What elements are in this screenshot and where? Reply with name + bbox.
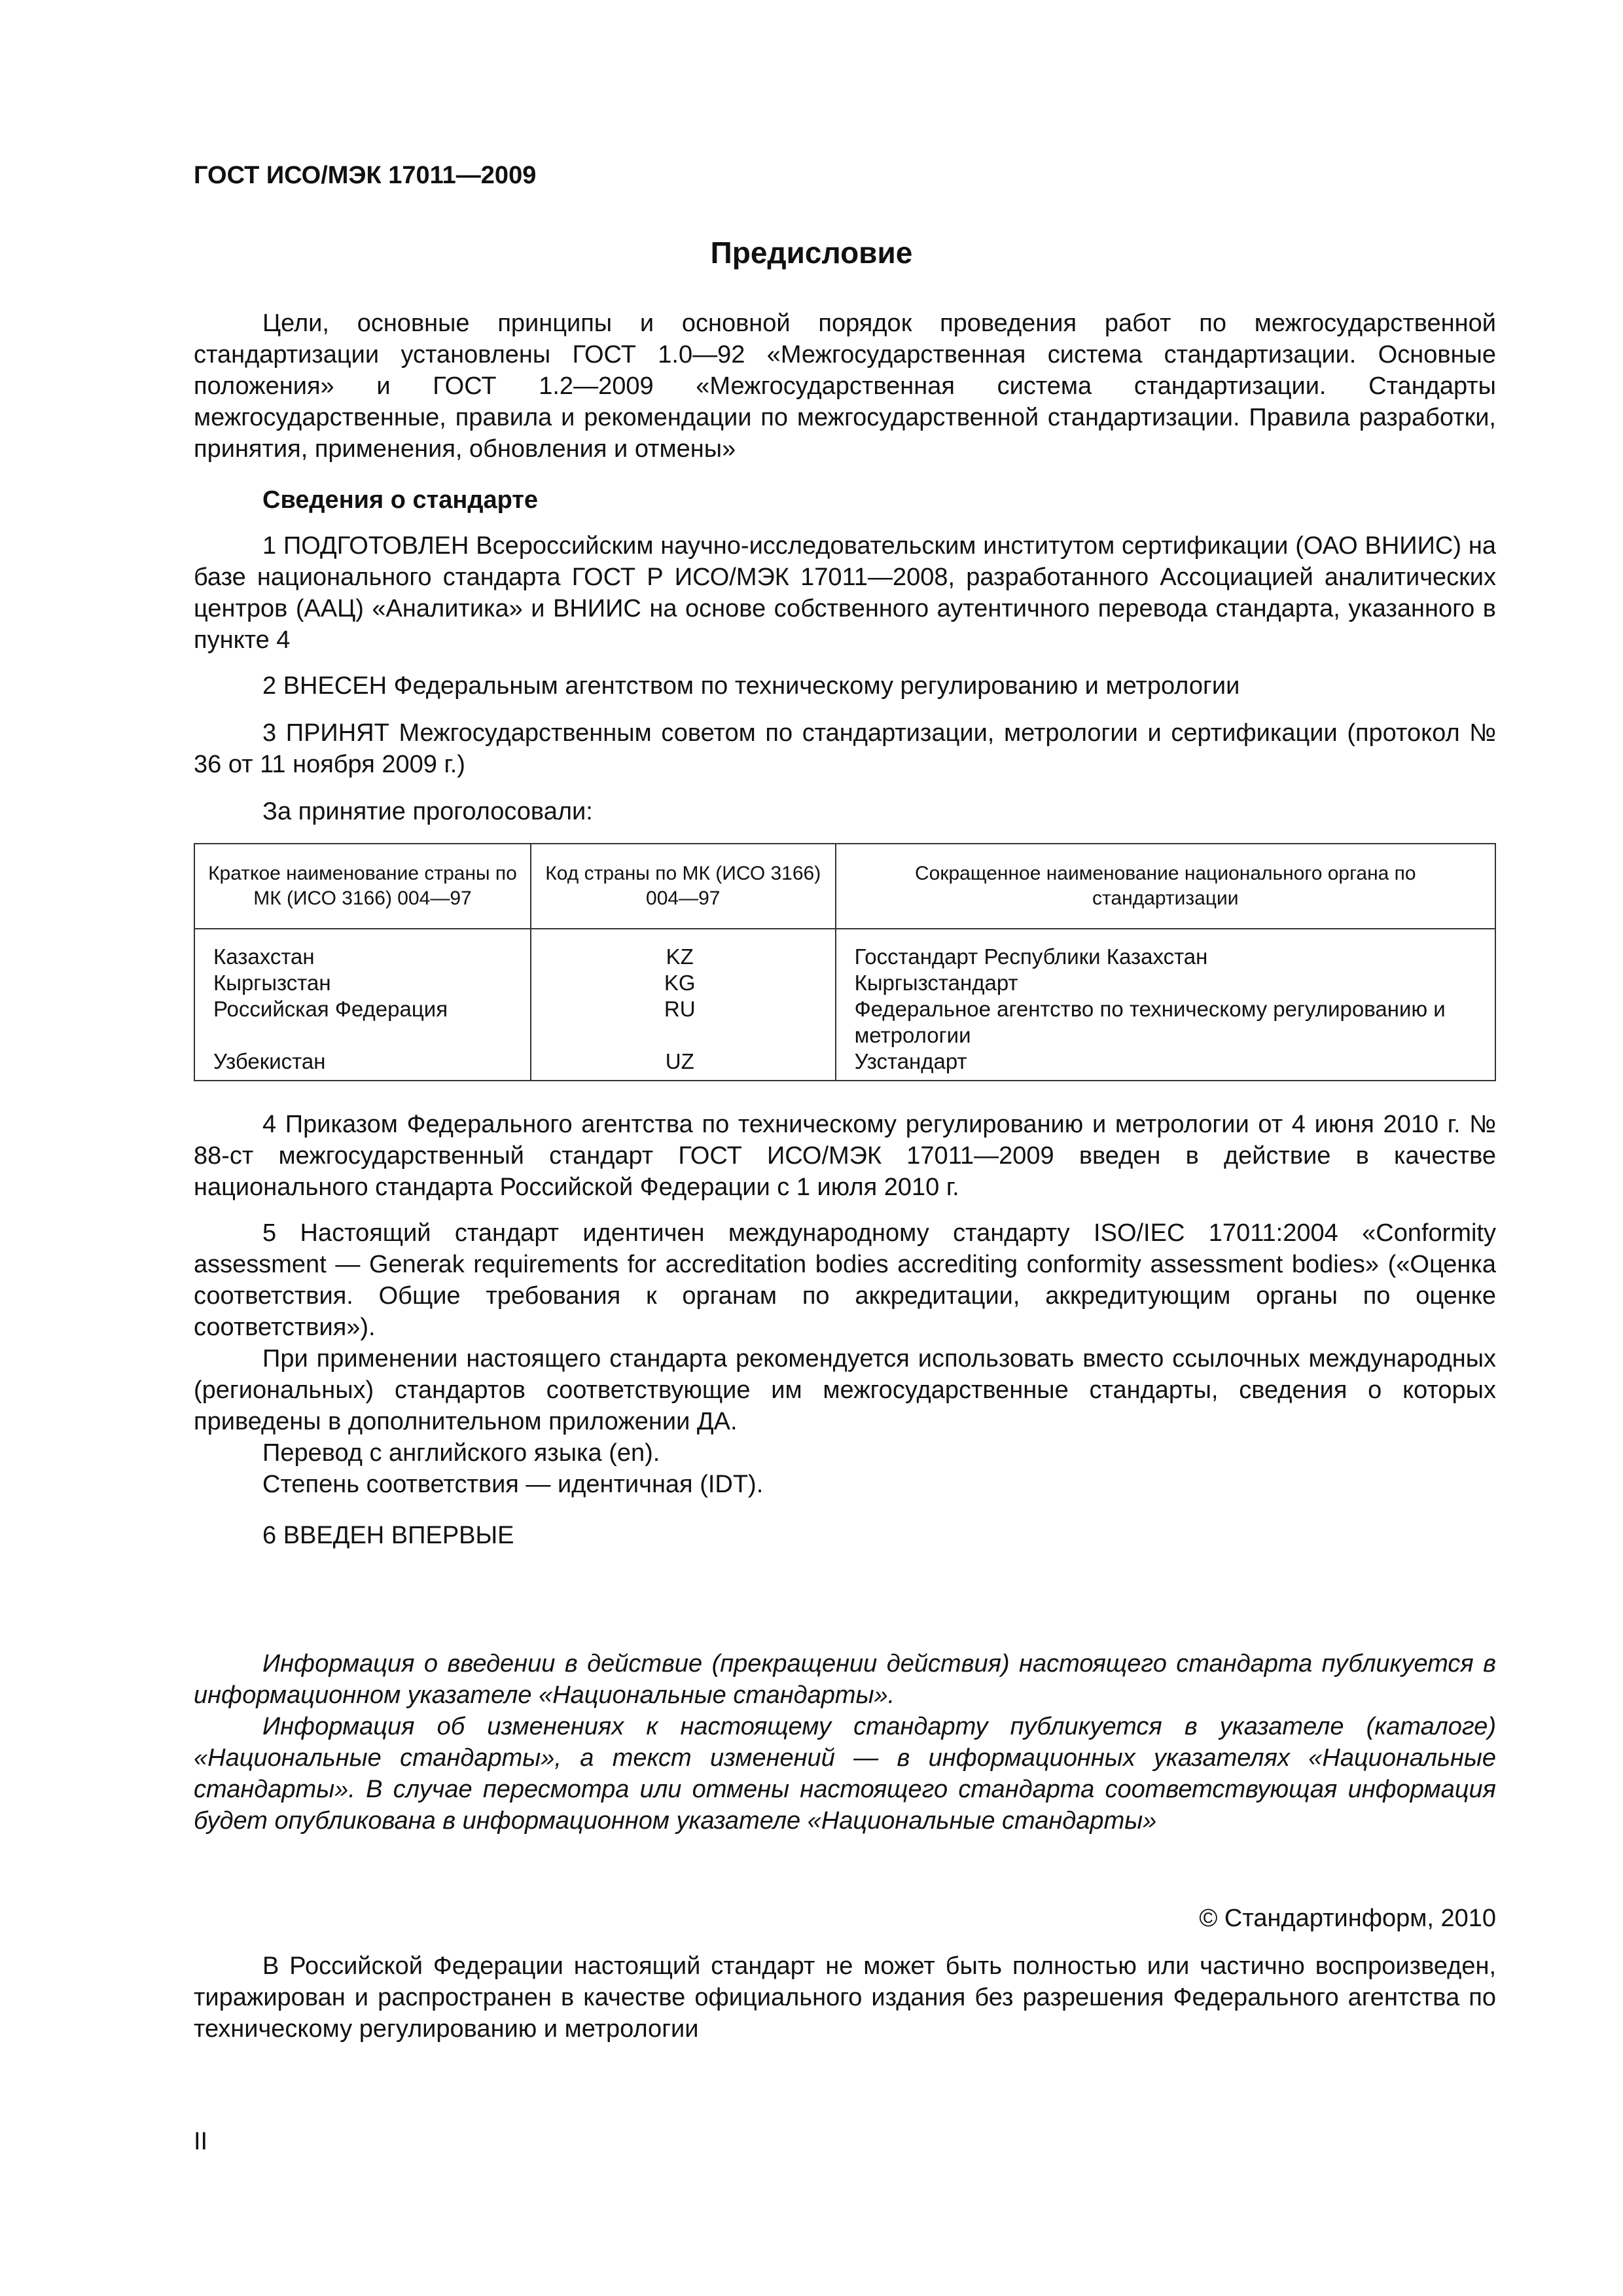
item-4-block (194, 1109, 1496, 1203)
table-row (194, 970, 1495, 996)
item-5-paragraph-2: При применении настоящего стандарта рекомендуется использовать вместо ссылочных международных (региональных) стандартов соответствующие им межгосударственные стандарты, сведения о которых приведены в дополнительном приложении ДА. (194, 1345, 1496, 1435)
cell-country: Узбекистан (194, 1049, 531, 1081)
vote-intro: За принятие проголосовали: (262, 798, 593, 825)
cell-code: UZ (531, 1049, 836, 1081)
item-2-block (194, 670, 1496, 702)
item-3-text: 3 ПРИНЯТ Межгосударственным советом по стандартизации, метрологии и сертификации (протокол № 36 от 11 ноября 2009 г.) (194, 719, 1496, 778)
notice-block (194, 1648, 1496, 1837)
cell-body: Госстандарт Республики Казахстан (836, 929, 1495, 970)
rights-notice: В Российской Федерации настоящий стандарт не может быть полностью или частично воспроизведен, тиражирован и распространен в качестве официального издания без разрешения Федерального агентства по техническому регулированию и метрологии (194, 1952, 1496, 2043)
item-5-paragraph-3: Перевод с английского языка (en). (262, 1439, 660, 1467)
page-number: II (194, 2128, 208, 2155)
info-heading: Сведения о стандарте (262, 486, 539, 514)
intro-paragraph (194, 308, 1496, 465)
voting-table (194, 843, 1496, 1081)
document-header: ГОСТ ИСО/МЭК 17011—2009 (194, 162, 537, 189)
cell-body: Узстандарт (836, 1049, 1495, 1081)
item-4-text: 4 Приказом Федерального агентства по техническому регулированию и метрологии от 4 июня 2010 г. № 88-ст межгосударственный стандарт ГОСТ ИСО/МЭК 17011—2009 введен в действие в качестве национального стандарта Российской Федерации с 1 июля 2010 г. (194, 1111, 1496, 1201)
vote-intro-block (194, 796, 1496, 827)
table-row (194, 929, 1495, 970)
cell-code: KG (531, 970, 836, 996)
cell-country: Кыргызстан (194, 970, 531, 996)
table-row (194, 996, 1495, 1049)
cell-body: Федеральное агентство по техническому регулированию и метрологии (836, 996, 1495, 1049)
info-heading-block (194, 484, 1496, 516)
copyright: © Стандартинформ, 2010 (1199, 1905, 1496, 1932)
item-1-block (194, 530, 1496, 656)
item-1-text: 1 ПОДГОТОВЛЕН Всероссийским научно-исследовательским институтом сертификации (ОАО ВНИИС) на базе национального стандарта ГОСТ Р ИСО/МЭК 17011—2008, разработанного Ассоциацией аналитических центров (ААЦ) «Аналитика» и ВНИИС на основе собственного аутентичного перевода стандарта, указанного в пункте 4 (194, 532, 1496, 654)
rights-block (194, 1950, 1496, 2045)
item-3-block (194, 717, 1496, 780)
item-2-text: 2 ВНЕСЕН Федеральным агентством по техническому регулированию и метрологии (262, 672, 1240, 700)
header-country: Краткое наименование страны по МК (ИСО 3166) 004—97 (194, 844, 531, 929)
header-body: Сокращенное наименование национального органа по стандартизации (836, 844, 1495, 929)
cell-code: KZ (531, 929, 836, 970)
item-6-block (194, 1520, 1496, 1551)
cell-body: Кыргызстандарт (836, 970, 1495, 996)
copyright-block (194, 1903, 1496, 1934)
page-title: Предисловие (710, 236, 913, 270)
intro-text: Цели, основные принципы и основной порядок проведения работ по межгосударственной стандартизации установлены ГОСТ 1.0—92 «Межгосударственная система стандартизации. Основные положения» и ГОСТ 1.2—2009 «Межгосударственная система стандартизации. Стандарты межгосударственные, правила и рекомендации по межгосударственной стандартизации. Правила разработки, принятия, применения, обновления и отмены» (194, 310, 1496, 463)
notice-1: Информация о введении в действие (прекращении действия) настоящего стандарта публикуется в информационном указателе «Национальные стандарты». (194, 1650, 1496, 1709)
notice-2: Информация об изменениях к настоящему стандарту публикуется в указателе (каталоге) «Национальные стандарты», а текст изменений — в информационных указателях «Национальные стандарты». В случае пересмотра или отмены настоящего стандарта соответствующая информация будет опубликована в информационном указателе «Национальные стандарты» (194, 1713, 1496, 1835)
item-5-text: 5 Настоящий стандарт идентичен международному стандарту ISO/IEC 17011:2004 «Conformity assessment — Generak requirements for accreditation bodies accrediting conformity assessment bodies» («Оценка соответствия. Общие требования к органам по аккредитации, аккредитующим органы по оценке соответствия»). (194, 1219, 1496, 1341)
header-code: Код страны по МК (ИСО 3166) 004—97 (531, 844, 836, 929)
item-6-text: 6 ВВЕДЕН ВПЕРВЫЕ (262, 1522, 514, 1549)
table-row (194, 1049, 1495, 1081)
cell-code: RU (531, 996, 836, 1049)
item-5-block (194, 1217, 1496, 1500)
table-header-row (194, 844, 1495, 929)
item-5-paragraph-4: Степень соответствия — идентичная (IDT). (262, 1471, 764, 1498)
cell-country: Казахстан (194, 929, 531, 970)
cell-country: Российская Федерация (194, 996, 531, 1049)
